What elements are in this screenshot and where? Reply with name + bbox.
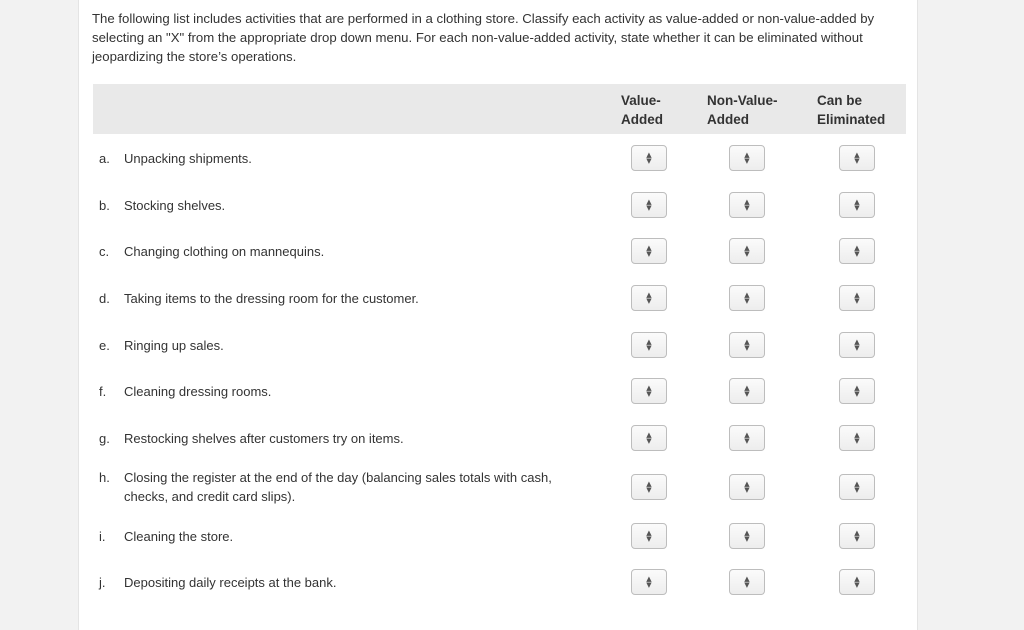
- column-header-value-added: [621, 91, 663, 129]
- row-activity-text: Changing clothing on mannequins.: [124, 244, 325, 259]
- can-be-eliminated-select[interactable]: [839, 569, 875, 595]
- row-activity-text: Stocking shelves.: [124, 198, 226, 213]
- up-down-arrows-icon: [840, 385, 874, 397]
- arrow-up-icon: ▲: [854, 244, 860, 252]
- row-activity-text: Cleaning the store.: [124, 529, 234, 544]
- arrow-down-icon: ▼: [744, 390, 750, 398]
- arrow-down-icon: ▼: [744, 486, 750, 494]
- non-value-added-select[interactable]: [729, 425, 765, 451]
- arrow-up-icon: ▲: [646, 431, 652, 439]
- arrow-up-icon: ▲: [646, 291, 652, 299]
- value-added-select[interactable]: [631, 332, 667, 358]
- up-down-arrows-icon: [730, 292, 764, 304]
- up-down-arrows-icon: [840, 292, 874, 304]
- arrow-up-icon: ▲: [646, 384, 652, 392]
- arrow-up-icon: ▲: [744, 198, 750, 206]
- arrow-up-icon: ▲: [744, 575, 750, 583]
- up-down-arrows-icon: [632, 530, 666, 542]
- arrow-up-icon: ▲: [646, 244, 652, 252]
- value-added-select[interactable]: [631, 378, 667, 404]
- can-be-eliminated-select[interactable]: [839, 474, 875, 500]
- non-value-added-select[interactable]: [729, 378, 765, 404]
- can-be-eliminated-select[interactable]: [839, 145, 875, 171]
- arrow-down-icon: ▼: [744, 535, 750, 543]
- up-down-arrows-icon: [730, 339, 764, 351]
- value-added-select[interactable]: [631, 474, 667, 500]
- up-down-arrows-icon: [840, 152, 874, 164]
- arrow-up-icon: ▲: [854, 198, 860, 206]
- instructions-text: The following list includes activities that are performed in a clothing store. Classify each activity as value-added or non-value-added by selecting an "X" from the appropriate drop down menu. For each non-value-added activity, state whether it can be eliminated without jeopardizing the store’s operations.: [92, 11, 875, 64]
- arrow-up-icon: ▲: [854, 480, 860, 488]
- up-down-arrows-icon: [632, 292, 666, 304]
- arrow-up-icon: ▲: [854, 151, 860, 159]
- row-activity-text: Closing the register at the end of the day (balancing sales totals with cash, checks, and credit card slips).: [124, 470, 552, 504]
- column-header-non-value-added-line2: Added: [707, 112, 749, 127]
- arrow-down-icon: ▼: [854, 157, 860, 165]
- row-letter: b.: [99, 198, 110, 213]
- can-be-eliminated-select[interactable]: [839, 238, 875, 264]
- up-down-arrows-icon: [840, 339, 874, 351]
- arrow-down-icon: ▼: [646, 535, 652, 543]
- arrow-down-icon: ▼: [744, 581, 750, 589]
- row-letter: h.: [99, 470, 110, 485]
- can-be-eliminated-select[interactable]: [839, 378, 875, 404]
- up-down-arrows-icon: [632, 481, 666, 493]
- can-be-eliminated-select[interactable]: [839, 523, 875, 549]
- arrow-up-icon: ▲: [744, 431, 750, 439]
- value-added-select[interactable]: [631, 145, 667, 171]
- arrow-down-icon: ▼: [744, 157, 750, 165]
- arrow-up-icon: ▲: [854, 291, 860, 299]
- arrow-up-icon: ▲: [854, 384, 860, 392]
- row-activity-text: Ringing up sales.: [124, 338, 224, 353]
- arrow-up-icon: ▲: [744, 529, 750, 537]
- arrow-up-icon: ▲: [646, 575, 652, 583]
- up-down-arrows-icon: [730, 481, 764, 493]
- up-down-arrows-icon: [730, 245, 764, 257]
- arrow-down-icon: ▼: [854, 390, 860, 398]
- arrow-up-icon: ▲: [744, 244, 750, 252]
- non-value-added-select[interactable]: [729, 238, 765, 264]
- up-down-arrows-icon: [730, 199, 764, 211]
- arrow-up-icon: ▲: [744, 338, 750, 346]
- row-activity-text: Unpacking shipments.: [124, 151, 252, 166]
- can-be-eliminated-select[interactable]: [839, 285, 875, 311]
- arrow-down-icon: ▼: [854, 535, 860, 543]
- arrow-down-icon: ▼: [646, 437, 652, 445]
- arrow-down-icon: ▼: [646, 297, 652, 305]
- up-down-arrows-icon: [840, 245, 874, 257]
- arrow-up-icon: ▲: [854, 529, 860, 537]
- arrow-down-icon: ▼: [854, 204, 860, 212]
- arrow-down-icon: ▼: [744, 204, 750, 212]
- row-activity-text: Restocking shelves after customers try on items.: [124, 431, 404, 446]
- non-value-added-select[interactable]: [729, 569, 765, 595]
- up-down-arrows-icon: [730, 152, 764, 164]
- value-added-select[interactable]: [631, 425, 667, 451]
- row-letter: a.: [99, 151, 110, 166]
- arrow-down-icon: ▼: [854, 344, 860, 352]
- value-added-select[interactable]: [631, 238, 667, 264]
- non-value-added-select[interactable]: [729, 474, 765, 500]
- arrow-up-icon: ▲: [744, 480, 750, 488]
- arrow-up-icon: ▲: [854, 575, 860, 583]
- arrow-up-icon: ▲: [646, 338, 652, 346]
- up-down-arrows-icon: [632, 245, 666, 257]
- arrow-down-icon: ▼: [854, 297, 860, 305]
- value-added-select[interactable]: [631, 569, 667, 595]
- arrow-up-icon: ▲: [646, 198, 652, 206]
- arrow-up-icon: ▲: [854, 338, 860, 346]
- column-header-can-be-eliminated-line1: Can be: [817, 93, 863, 108]
- column-header-can-be-eliminated: [817, 91, 885, 129]
- non-value-added-select[interactable]: [729, 332, 765, 358]
- column-header-non-value-added: [707, 91, 778, 129]
- up-down-arrows-icon: [730, 576, 764, 588]
- up-down-arrows-icon: [632, 152, 666, 164]
- up-down-arrows-icon: [632, 339, 666, 351]
- column-header-value-added-line2: Added: [621, 112, 663, 127]
- arrow-up-icon: ▲: [646, 151, 652, 159]
- row-letter: g.: [99, 431, 110, 446]
- row-activity-text: Cleaning dressing rooms.: [124, 384, 272, 399]
- arrow-down-icon: ▼: [744, 250, 750, 258]
- arrow-up-icon: ▲: [646, 529, 652, 537]
- value-added-select[interactable]: [631, 523, 667, 549]
- up-down-arrows-icon: [840, 199, 874, 211]
- row-letter: j.: [99, 575, 106, 590]
- row-letter: i.: [99, 529, 106, 544]
- arrow-down-icon: ▼: [744, 344, 750, 352]
- row-letter: f.: [99, 384, 107, 399]
- row-activity-text: Taking items to the dressing room for the customer.: [124, 291, 419, 306]
- table-header: [93, 84, 906, 134]
- row-letter: d.: [99, 291, 110, 306]
- up-down-arrows-icon: [730, 385, 764, 397]
- question-panel: [78, 0, 918, 630]
- up-down-arrows-icon: [840, 432, 874, 444]
- arrow-down-icon: ▼: [744, 437, 750, 445]
- arrow-down-icon: ▼: [646, 157, 652, 165]
- up-down-arrows-icon: [632, 199, 666, 211]
- can-be-eliminated-select[interactable]: [839, 332, 875, 358]
- non-value-added-select[interactable]: [729, 523, 765, 549]
- arrow-down-icon: ▼: [854, 486, 860, 494]
- arrow-down-icon: ▼: [646, 344, 652, 352]
- up-down-arrows-icon: [632, 385, 666, 397]
- up-down-arrows-icon: [632, 432, 666, 444]
- arrow-down-icon: ▼: [646, 250, 652, 258]
- column-header-non-value-added-line1: Non-Value-: [707, 93, 778, 108]
- arrow-down-icon: ▼: [854, 581, 860, 589]
- arrow-up-icon: ▲: [744, 384, 750, 392]
- arrow-down-icon: ▼: [646, 204, 652, 212]
- arrow-down-icon: ▼: [744, 297, 750, 305]
- column-header-value-added-line1: Value-: [621, 93, 661, 108]
- value-added-select[interactable]: [631, 285, 667, 311]
- up-down-arrows-icon: [840, 481, 874, 493]
- arrow-down-icon: ▼: [854, 437, 860, 445]
- non-value-added-select[interactable]: [729, 192, 765, 218]
- column-header-can-be-eliminated-line2: Eliminated: [817, 112, 886, 127]
- arrow-down-icon: ▼: [646, 486, 652, 494]
- up-down-arrows-icon: [730, 432, 764, 444]
- arrow-up-icon: ▲: [854, 431, 860, 439]
- non-value-added-select[interactable]: [729, 285, 765, 311]
- up-down-arrows-icon: [840, 576, 874, 588]
- row-letter: e.: [99, 338, 110, 353]
- row-letter: c.: [99, 244, 110, 259]
- arrow-up-icon: ▲: [646, 480, 652, 488]
- arrow-down-icon: ▼: [854, 250, 860, 258]
- arrow-down-icon: ▼: [646, 581, 652, 589]
- up-down-arrows-icon: [840, 530, 874, 542]
- up-down-arrows-icon: [730, 530, 764, 542]
- non-value-added-select[interactable]: [729, 145, 765, 171]
- value-added-select[interactable]: [631, 192, 667, 218]
- can-be-eliminated-select[interactable]: [839, 192, 875, 218]
- row-activity-text: Depositing daily receipts at the bank.: [124, 575, 337, 590]
- arrow-up-icon: ▲: [744, 291, 750, 299]
- arrow-up-icon: ▲: [744, 151, 750, 159]
- up-down-arrows-icon: [632, 576, 666, 588]
- can-be-eliminated-select[interactable]: [839, 425, 875, 451]
- arrow-down-icon: ▼: [646, 390, 652, 398]
